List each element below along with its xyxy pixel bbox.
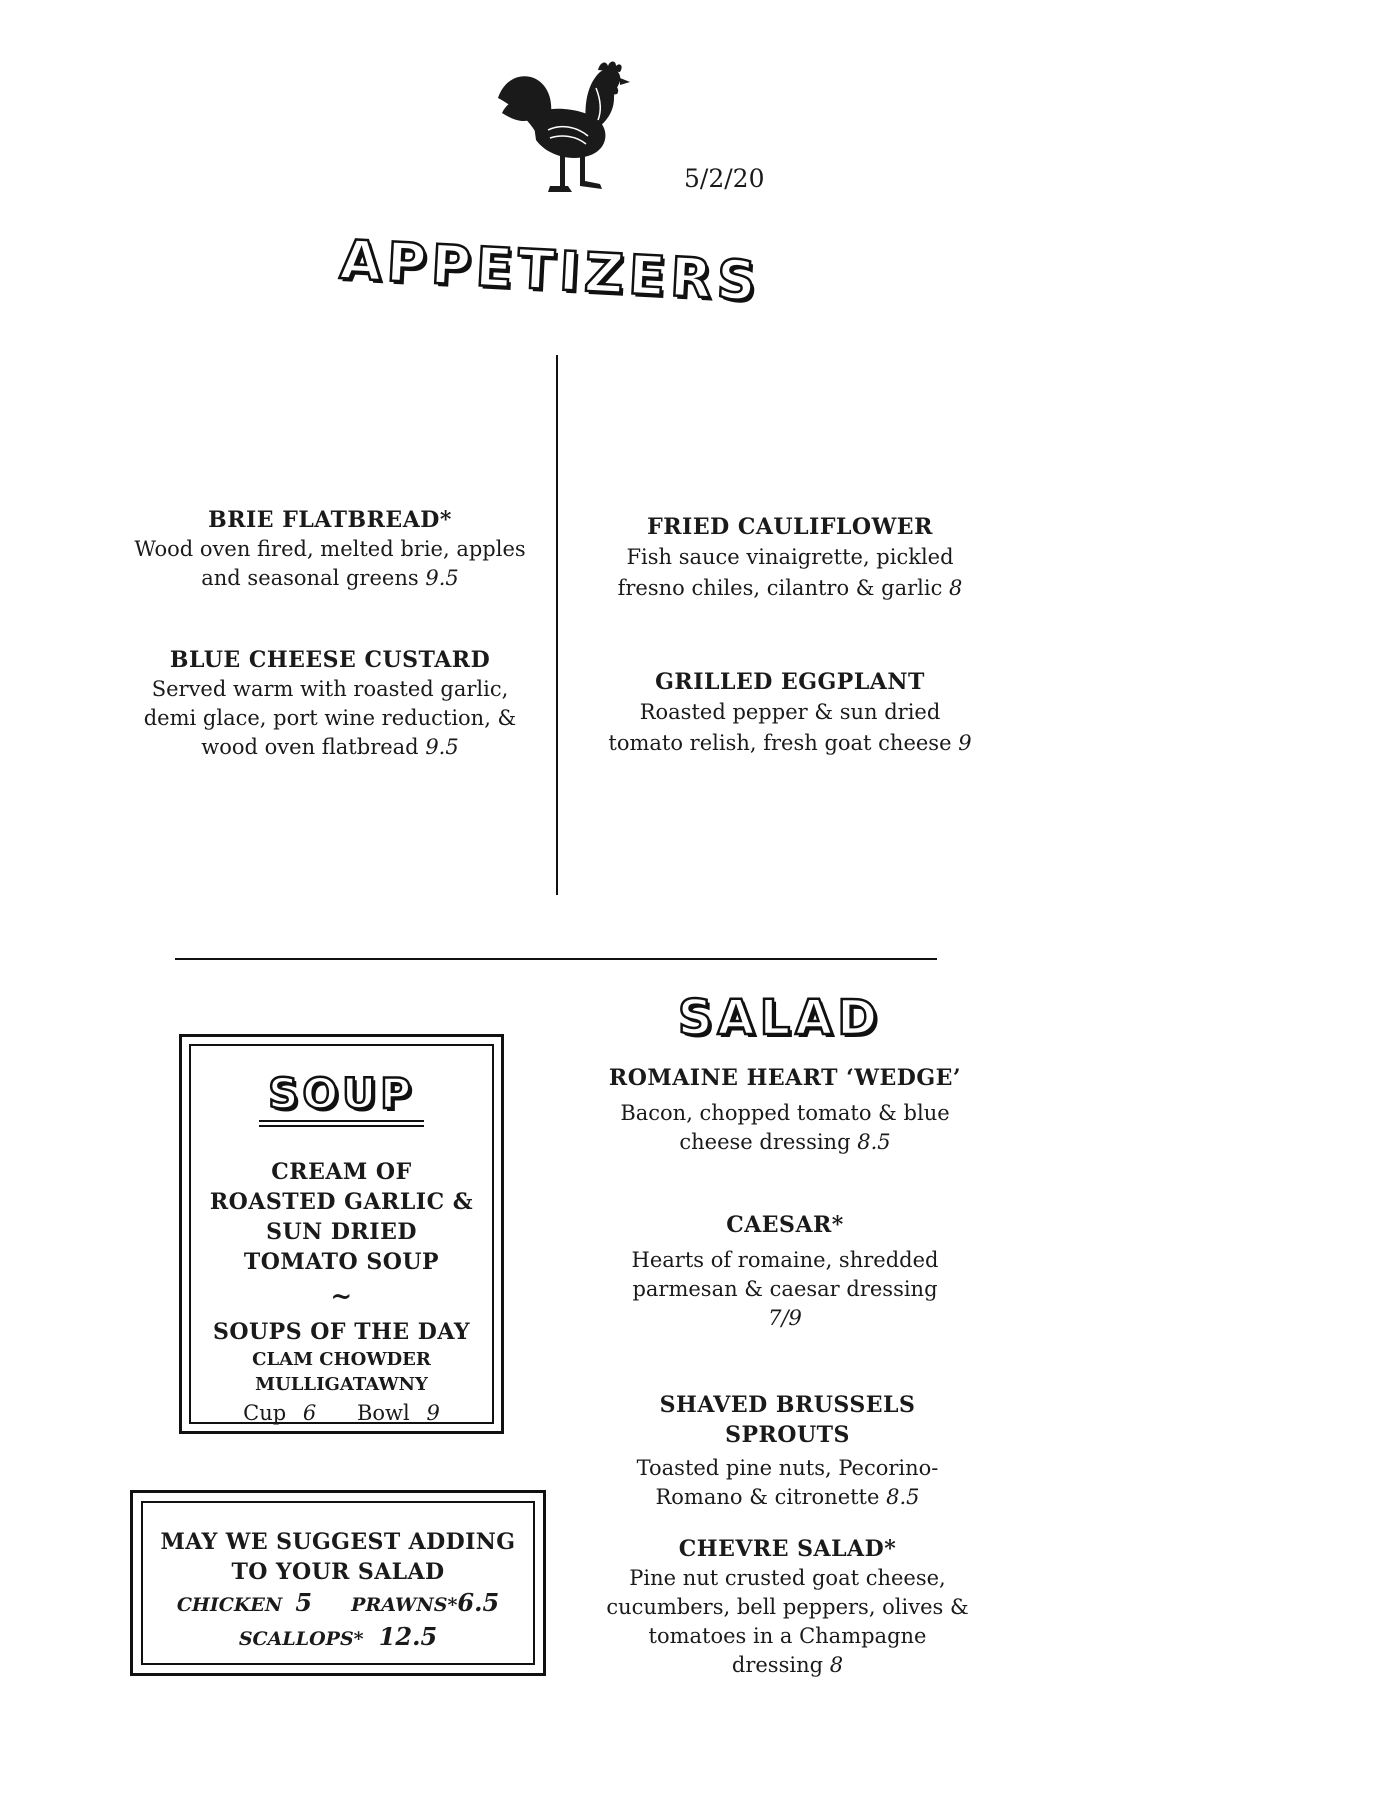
item-name: SHAVED BRUSSELS SPROUTS (659, 1392, 916, 1448)
item-description: Bacon, chopped tomato & blue cheese dressing (620, 1101, 950, 1154)
soup-feature-line: SUN DRIED (266, 1219, 417, 1245)
item-name: GRILLED EGGPLANT (655, 669, 925, 695)
addon-row (133, 1587, 543, 1622)
item-price: 9 (958, 731, 972, 755)
bowl-price: 9 (426, 1401, 440, 1425)
item-name: FRIED CAULIFLOWER (647, 514, 933, 540)
soups-of-day-heading: SOUPS OF THE DAY (212, 1319, 471, 1345)
cup-label: Cup (243, 1401, 287, 1425)
item-description: Toasted pine nuts, Pecorino-Romano & citronette (636, 1456, 939, 1509)
menu-item (620, 1210, 950, 1333)
item-price: 8.5 (886, 1485, 920, 1509)
soup-separator: ~ (330, 1282, 353, 1312)
addon-chicken-label: CHICKEN (176, 1594, 283, 1616)
section-divider (175, 958, 937, 960)
item-price: 8.5 (857, 1130, 891, 1154)
item-name: CAESAR* (726, 1212, 844, 1238)
rooster-icon (488, 58, 648, 208)
soup-day-item: MULLIGATAWNY (255, 1374, 428, 1395)
soup-box (179, 1034, 504, 1434)
menu-item (600, 1534, 975, 1680)
item-name: BLUE CHEESE CUSTARD (169, 647, 491, 673)
addon-chicken-price: 5 (295, 1588, 313, 1617)
addon-prawns-label: PRAWNS* (351, 1594, 458, 1616)
column-divider (556, 355, 558, 895)
menu-item (600, 1390, 975, 1512)
menu-item (595, 512, 985, 604)
soup-feature-line: ROASTED GARLIC & (209, 1189, 474, 1215)
addon-row (133, 1622, 543, 1655)
item-price: 9.5 (425, 566, 459, 590)
soup-prices (182, 1399, 501, 1428)
addon-prawns-price: 6.5 (457, 1588, 500, 1617)
item-name: CHEVRE SALAD* (678, 1536, 897, 1562)
bowl-label: Bowl (356, 1401, 410, 1425)
page-title: APPETIZERS (338, 228, 763, 314)
item-price: 9.5 (425, 735, 459, 759)
suggestion-line: TO YOUR SALAD (231, 1559, 445, 1585)
cup-price: 6 (302, 1401, 317, 1425)
item-description: Fish sauce vinaigrette, pickled fresno chiles, cilantro & garlic (617, 545, 954, 600)
item-price: 8 (829, 1653, 844, 1677)
item-description: Served warm with roasted garlic, demi glace, port wine reduction, & wood oven flatbread (143, 677, 517, 759)
addon-scallops-price: 12.5 (378, 1622, 438, 1651)
soup-feature-line: TOMATO SOUP (243, 1249, 440, 1275)
soup-title: SOUP (268, 1069, 415, 1118)
item-price: 7/9 (768, 1306, 802, 1330)
item-name: ROMAINE HEART ‘WEDGE’ (608, 1065, 962, 1091)
item-name: BRIE FLATBREAD* (208, 507, 452, 533)
item-description: Hearts of romaine, shredded parmesan & caesar dressing (631, 1248, 939, 1301)
item-price: 8 (949, 576, 963, 600)
menu-item (600, 1063, 970, 1157)
item-description: Pine nut crusted goat cheese, cucumbers, bell peppers, olives & tomatoes in a Champagne dressing (606, 1566, 969, 1677)
item-description: Roasted pepper & sun dried tomato relish, fresh goat cheese (608, 700, 952, 755)
salad-addons-box (130, 1490, 546, 1676)
suggestion-line: MAY WE SUGGEST ADDING (160, 1529, 516, 1555)
salad-title: SALAD (677, 990, 883, 1046)
menu-date: 5/2/20 (684, 164, 765, 193)
menu-item (130, 645, 530, 762)
menu-item (605, 667, 975, 759)
addon-scallops-label: SCALLOPS* (238, 1628, 364, 1650)
item-description: Wood oven fired, melted brie, apples and seasonal greens (134, 537, 526, 590)
menu-item (130, 505, 530, 593)
soup-day-item: CLAM CHOWDER (252, 1349, 431, 1370)
soup-feature-line: CREAM OF (271, 1159, 412, 1185)
